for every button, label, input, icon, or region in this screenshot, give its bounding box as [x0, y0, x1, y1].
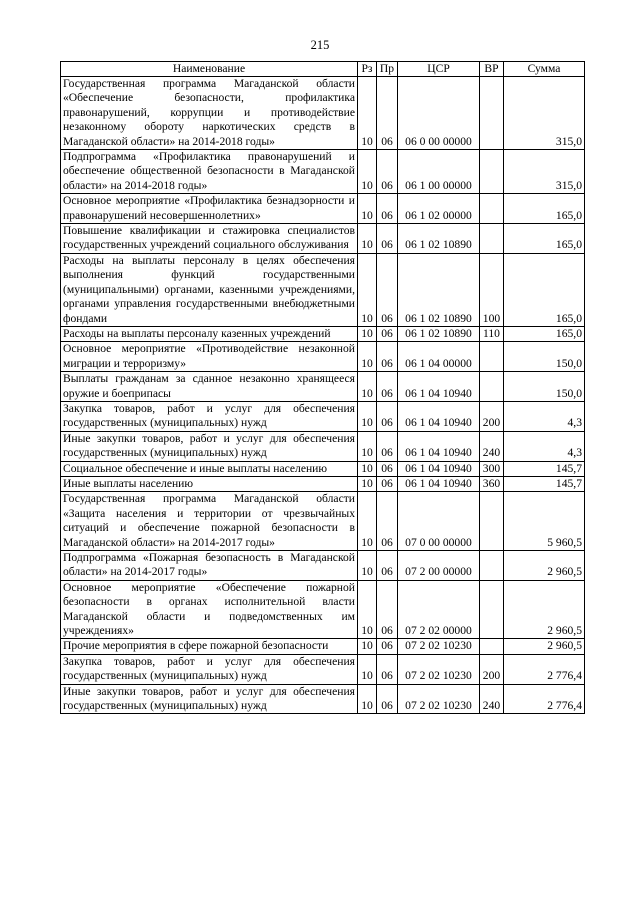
row-csr: 06 1 00 00000: [398, 150, 480, 194]
row-rz: 10: [358, 492, 377, 551]
row-name: Закупка товаров, работ и услуг для обеспечения государственных (муниципальных) нужд: [61, 401, 358, 431]
table-row: [61, 194, 585, 224]
table-row: [61, 684, 585, 714]
row-rz: 10: [358, 326, 377, 341]
row-sum: 150,0: [504, 372, 585, 402]
row-rz: 10: [358, 551, 377, 581]
row-pr: 06: [377, 77, 398, 150]
row-rz: 10: [358, 654, 377, 684]
row-sum: 4,3: [504, 431, 585, 461]
row-pr: 06: [377, 654, 398, 684]
table-row: [61, 77, 585, 150]
row-rz: 10: [358, 476, 377, 491]
row-vr: 300: [480, 461, 504, 476]
row-pr: 06: [377, 461, 398, 476]
table-row: [61, 476, 585, 491]
header-name: Наименование: [61, 62, 358, 77]
row-pr: 06: [377, 431, 398, 461]
row-rz: 10: [358, 580, 377, 639]
row-name: Иные закупки товаров, работ и услуг для обеспечения государственных (муниципальных) нужд: [61, 684, 358, 714]
row-sum: 2 776,4: [504, 684, 585, 714]
row-name: Повышение квалификации и стажировка специалистов государственных учреждений социального обслуживания: [61, 224, 358, 254]
row-csr: 06 1 02 00000: [398, 194, 480, 224]
row-sum: 165,0: [504, 194, 585, 224]
table-row: [61, 492, 585, 551]
table-row: [61, 224, 585, 254]
row-name: Иные выплаты населению: [61, 476, 358, 491]
table-row: [61, 551, 585, 581]
row-name: Иные закупки товаров, работ и услуг для обеспечения государственных (муниципальных) нужд: [61, 431, 358, 461]
row-vr: 200: [480, 654, 504, 684]
row-pr: 06: [377, 684, 398, 714]
row-pr: 06: [377, 194, 398, 224]
row-name: Расходы на выплаты персоналу казенных учреждений: [61, 326, 358, 341]
row-pr: 06: [377, 551, 398, 581]
table-header-row: [61, 62, 585, 77]
row-name: Основное мероприятие «Обеспечение пожарной безопасности в органах исполнительной власти Магаданской области и подведомственных им учреждениях»: [61, 580, 358, 639]
row-rz: 10: [358, 194, 377, 224]
row-csr: 07 2 02 10230: [398, 684, 480, 714]
table-row: [61, 372, 585, 402]
row-vr: [480, 342, 504, 372]
row-vr: [480, 551, 504, 581]
table-row: [61, 253, 585, 326]
row-sum: 2 960,5: [504, 580, 585, 639]
row-sum: 315,0: [504, 77, 585, 150]
table-row: [61, 401, 585, 431]
row-rz: 10: [358, 431, 377, 461]
header-vr: ВР: [480, 62, 504, 77]
row-csr: 07 2 02 00000: [398, 580, 480, 639]
row-name: Государственная программа Магаданской области «Защита населения и территории от чрезвычайных ситуаций и обеспечение пожарной безопасности в Магаданской области» на 2014-2017 годы»: [61, 492, 358, 551]
row-sum: 165,0: [504, 253, 585, 326]
row-sum: 2 960,5: [504, 639, 585, 654]
budget-table: [60, 61, 585, 714]
row-rz: 10: [358, 461, 377, 476]
row-rz: 10: [358, 684, 377, 714]
row-pr: 06: [377, 401, 398, 431]
row-csr: 07 2 02 10230: [398, 654, 480, 684]
row-name: Расходы на выплаты персоналу в целях обеспечения выполнения функций государственными (муниципальными) органами, казенными учреждениями, органами управления государственными внебюджетными фондами: [61, 253, 358, 326]
row-name: Государственная программа Магаданской области «Обеспечение безопасности, профилактика правонарушений, коррупции и противодействие незаконному обороту наркотических средств в Магаданской области» на 2014-2018 годы»: [61, 77, 358, 150]
row-csr: 06 1 04 10940: [398, 431, 480, 461]
row-pr: 06: [377, 253, 398, 326]
header-pr: Пр: [377, 62, 398, 77]
row-csr: 06 1 02 10890: [398, 224, 480, 254]
table-row: [61, 326, 585, 341]
row-sum: 165,0: [504, 326, 585, 341]
row-pr: 06: [377, 492, 398, 551]
row-sum: 165,0: [504, 224, 585, 254]
row-sum: 150,0: [504, 342, 585, 372]
row-vr: [480, 224, 504, 254]
table-row: [61, 150, 585, 194]
row-csr: 07 2 00 00000: [398, 551, 480, 581]
row-sum: 145,7: [504, 461, 585, 476]
row-name: Закупка товаров, работ и услуг для обеспечения государственных (муниципальных) нужд: [61, 654, 358, 684]
row-csr: 07 0 00 00000: [398, 492, 480, 551]
row-vr: [480, 77, 504, 150]
row-csr: 06 1 02 10890: [398, 253, 480, 326]
row-pr: 06: [377, 326, 398, 341]
row-vr: [480, 492, 504, 551]
row-name: Выплаты гражданам за сданное незаконно хранящееся оружие и боеприпасы: [61, 372, 358, 402]
header-sum: Сумма: [504, 62, 585, 77]
row-vr: 110: [480, 326, 504, 341]
table-row: [61, 580, 585, 639]
header-rz: Рз: [358, 62, 377, 77]
table-row: [61, 639, 585, 654]
row-csr: 06 0 00 00000: [398, 77, 480, 150]
row-csr: 06 1 04 00000: [398, 342, 480, 372]
row-pr: 06: [377, 476, 398, 491]
row-vr: 360: [480, 476, 504, 491]
row-name: Подпрограмма «Пожарная безопасность в Магаданской области» на 2014-2017 годы»: [61, 551, 358, 581]
row-csr: 06 1 04 10940: [398, 461, 480, 476]
row-pr: 06: [377, 224, 398, 254]
header-csr: ЦСР: [398, 62, 480, 77]
table-row: [61, 654, 585, 684]
row-name: Социальное обеспечение и иные выплаты населению: [61, 461, 358, 476]
row-rz: 10: [358, 77, 377, 150]
row-name: Основное мероприятие «Противодействие незаконной миграции и терроризму»: [61, 342, 358, 372]
row-vr: 100: [480, 253, 504, 326]
row-csr: 06 1 02 10890: [398, 326, 480, 341]
row-vr: [480, 639, 504, 654]
row-rz: 10: [358, 342, 377, 372]
row-sum: 2 960,5: [504, 551, 585, 581]
row-vr: [480, 194, 504, 224]
row-rz: 10: [358, 372, 377, 402]
row-rz: 10: [358, 224, 377, 254]
row-rz: 10: [358, 150, 377, 194]
row-name: Подпрограмма «Профилактика правонарушений и обеспечение общественной безопасности в Магаданской области» на 2014-2018 годы»: [61, 150, 358, 194]
row-pr: 06: [377, 150, 398, 194]
row-vr: 200: [480, 401, 504, 431]
row-vr: [480, 580, 504, 639]
row-rz: 10: [358, 639, 377, 654]
row-rz: 10: [358, 401, 377, 431]
row-sum: 5 960,5: [504, 492, 585, 551]
row-csr: 07 2 02 10230: [398, 639, 480, 654]
page-number: 215: [310, 38, 330, 52]
row-name: Прочие мероприятия в сфере пожарной безопасности: [61, 639, 358, 654]
row-sum: 145,7: [504, 476, 585, 491]
table-row: [61, 342, 585, 372]
row-name: Основное мероприятие «Профилактика безнадзорности и правонарушений несовершеннолетних»: [61, 194, 358, 224]
row-pr: 06: [377, 342, 398, 372]
row-pr: 06: [377, 372, 398, 402]
row-rz: 10: [358, 253, 377, 326]
row-sum: 315,0: [504, 150, 585, 194]
row-pr: 06: [377, 580, 398, 639]
row-csr: 06 1 04 10940: [398, 401, 480, 431]
row-vr: 240: [480, 684, 504, 714]
table-row: [61, 431, 585, 461]
row-csr: 06 1 04 10940: [398, 476, 480, 491]
row-sum: 2 776,4: [504, 654, 585, 684]
table-row: [61, 461, 585, 476]
row-pr: 06: [377, 639, 398, 654]
row-vr: [480, 372, 504, 402]
row-vr: 240: [480, 431, 504, 461]
row-vr: [480, 150, 504, 194]
row-sum: 4,3: [504, 401, 585, 431]
row-csr: 06 1 04 10940: [398, 372, 480, 402]
